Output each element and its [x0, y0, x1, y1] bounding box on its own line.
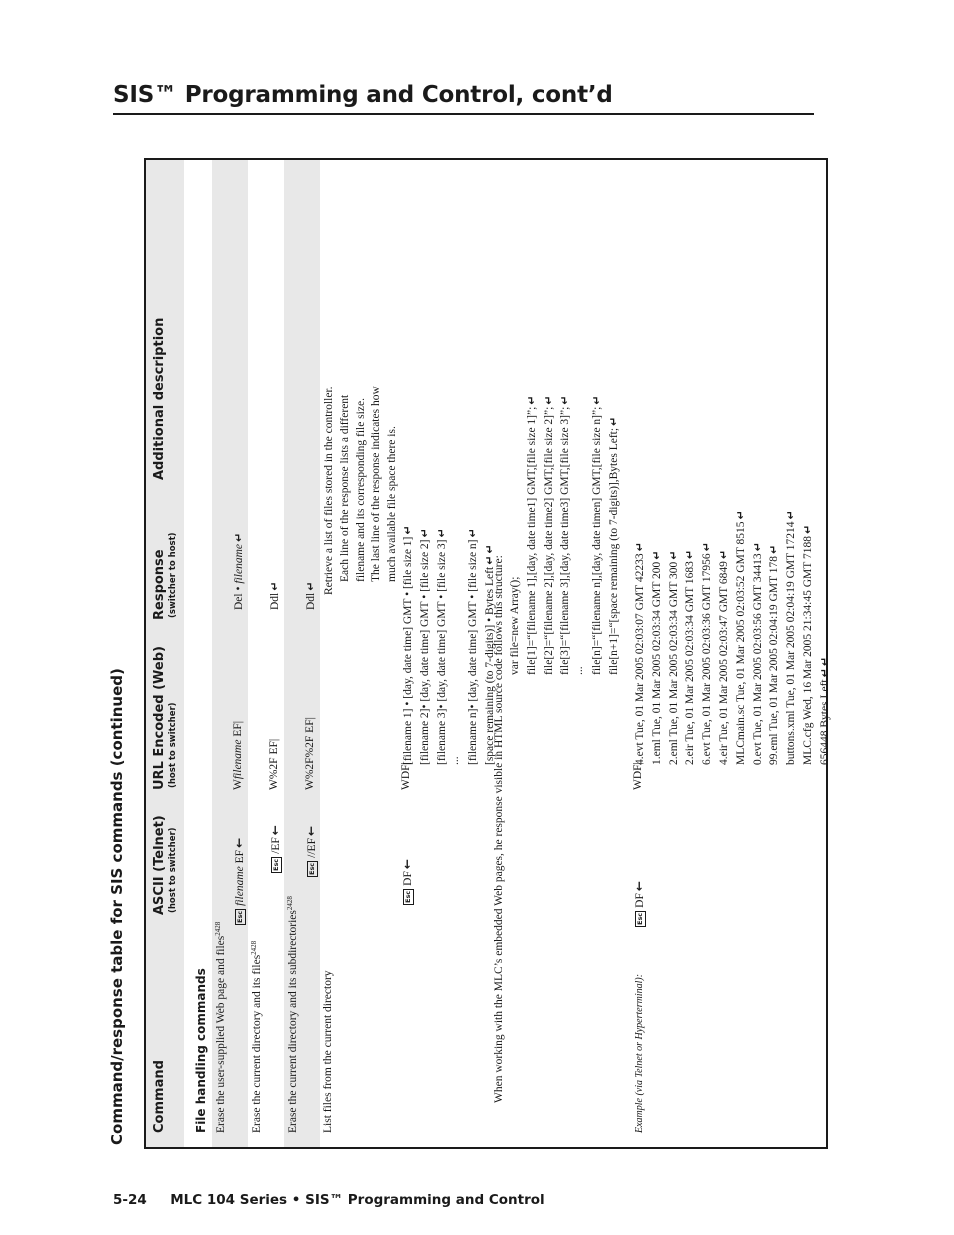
enter-icon: ↵ — [524, 395, 538, 405]
example-label: Example (via Telnet or Hyperterminal): — [634, 973, 645, 1133]
enter-icon: ↵ — [666, 550, 680, 560]
enter-icon: ↵ — [590, 395, 604, 405]
arrow-icon: ← — [232, 837, 246, 848]
header-response-sub: (switcher to host) — [168, 532, 178, 618]
rotated-table — [108, 165, 831, 1145]
row4-description: Retrieve a list of files stored in the controller. Each line of the response lists a different filename and its corresponding file size. The last line of the response indicates how much available file space there is. — [323, 386, 399, 595]
row4-ascii: EscDF← — [400, 859, 414, 903]
enter-icon: ↵ — [483, 544, 497, 554]
enter-icon: ↵ — [541, 395, 555, 405]
header-response: Response — [152, 549, 167, 620]
arrow-icon: ← — [268, 825, 282, 836]
row1-response: Del • filename↵ — [232, 532, 245, 610]
example-url: WDF| — [632, 762, 644, 790]
esc-key-icon: Esc — [308, 862, 316, 875]
row3-command: Erase the current directory and its subdirectories$^{2428}$ — [286, 896, 299, 1133]
arrow-icon: ← — [304, 825, 318, 837]
row2-ascii: Esc/EF← — [268, 825, 282, 871]
enter-icon: ↵ — [767, 544, 781, 554]
header-command: Command — [152, 1060, 167, 1133]
enter-icon: ↵ — [700, 542, 714, 552]
page-number: 5-24 — [113, 1192, 147, 1208]
enter-icon: ↵ — [606, 416, 620, 426]
esc-key-icon: Esc — [236, 910, 244, 923]
arrow-icon: ← — [632, 881, 646, 892]
enter-icon: ↵ — [434, 528, 448, 538]
enter-icon: ↵ — [716, 549, 730, 560]
html-structure: var file=new Array(); file[1]=“[filename 1],[day, date time1] GMT,[file size 1]”;↵ file[2]=“[filename 2],[day, date time2] GMT,[file size 2]”;↵ file[3]=“[filename 3],[day, date time3] GMT,[file size 3]”;↵ ... file[n]=“[filename n],[day, date timen] GMT,[file size n]”;↵ file[n+1]=“[space remaining (to 7-digits)],Bytes Left;↵ — [509, 395, 620, 675]
row2-command: Erase the current directory and its files$^{2428}$ — [250, 940, 263, 1133]
table-title: Command/response table for SIS commands (continued) — [108, 668, 126, 1145]
row2-url: W%2F EF| — [268, 738, 280, 790]
enter-icon: ↵ — [750, 542, 764, 552]
enter-icon: ↵ — [401, 525, 414, 535]
row4-response: [filename 1] • [day, date time] GMT • [file size 1]↵ [filename 2]• [day, date time] GMT • [file size 2]↵ [filename 3]• [day, date time] GMT • [file size 3]↵ ... [filename n]• [day, date time] GMT • [file size n]↵ [space remaining (to 7-digits)] • Bytes Left↵↵ — [401, 525, 497, 765]
page-footer — [113, 1192, 545, 1208]
enter-icon: ↵ — [733, 510, 747, 520]
row2-response: Ddl↵ — [268, 581, 281, 610]
header-url-sub: (host to switcher) — [168, 702, 178, 788]
esc-key-icon: Esc — [404, 890, 412, 903]
enter-icon: ↵ — [649, 550, 663, 560]
enter-icon: ↵ — [800, 524, 814, 535]
enter-icon: ↵ — [483, 555, 497, 565]
footer-text: MLC 104 Series • SIS™ Programming and Control — [170, 1192, 545, 1208]
row4-url: WDF| — [400, 762, 412, 790]
enter-icon: ↵ — [232, 532, 245, 542]
enter-icon: ↵ — [683, 549, 697, 560]
esc-key-icon: Esc — [636, 912, 644, 925]
header-description: Additional description — [152, 317, 167, 480]
example-ascii: EscDF← — [632, 881, 646, 925]
enter-icon: ↵ — [466, 528, 480, 538]
enter-icon: ↵ — [784, 510, 798, 520]
row3-ascii: Esc//EF← — [304, 825, 318, 875]
enter-icon: ↵ — [817, 656, 831, 667]
enter-icon: ↵ — [304, 581, 317, 591]
esc-key-icon: Esc — [272, 858, 280, 871]
header-url: URL Encoded (Web) — [152, 646, 167, 790]
enter-icon: ↵ — [633, 542, 646, 552]
title-rule — [113, 113, 814, 115]
html-intro: When working with the MLC’s embedded Web pages, he response visible in HTML source code follows this structure: — [493, 555, 505, 1103]
example-response: 4.evt Tue, 01 Mar 2005 02:03:07 GMT 42233↵ 1.eml Tue, 01 Mar 2005 02:03:34 GMT 200↵ 2.eml Tue, 01 Mar 2005 02:03:34 GMT 300↵ 2.eir Tue, 01 Mar 2005 02:03:34 GMT 1683↵ 6.evt Tue, 01 Mar 2005 02:03:36 GMT 17956↵ 4.eir Tue, 01 Mar 2005 02:03:47 GMT 6849↵ MLCmain.sc Tue, 01 Mar 2005 02:03:52 GMT 8515↵ 0.evt Tue, 01 Mar 2005 02:03:56 GMT 34413↵ 99.eml Tue, 01 Mar 2005 02:04:19 GMT 178↵ buttons.xml Tue, 01 Mar 2005 02:04:19 GMT 17214↵ MLC.cfg Wed, 16 Mar 2005 21:34:45 GMT 7188↵ 656448 Bytes Left↵↵ — [633, 510, 831, 765]
enter-icon: ↵ — [558, 395, 572, 405]
row4-command: List files from the current directory — [322, 970, 334, 1133]
row1-url: Wfilename EF| — [232, 720, 244, 790]
arrow-icon: ← — [400, 859, 414, 870]
row3-url: W%2F%2F EF| — [304, 717, 316, 790]
page-title: SIS™ Programming and Control, cont’d — [113, 82, 613, 108]
row1-ascii: Escfilename EF← — [232, 837, 246, 923]
header-ascii-sub: (host to switcher) — [168, 827, 178, 913]
section-heading: File handling commands — [194, 968, 208, 1133]
enter-icon: ↵ — [417, 528, 431, 538]
header-ascii: ASCII (Telnet) — [152, 815, 167, 915]
row1-command: Erase the user-supplied Web page and files$^{2428}$ — [214, 921, 227, 1133]
row3-response: Ddl↵ — [304, 581, 317, 610]
enter-icon: ↵ — [817, 668, 831, 678]
enter-icon: ↵ — [268, 581, 281, 591]
